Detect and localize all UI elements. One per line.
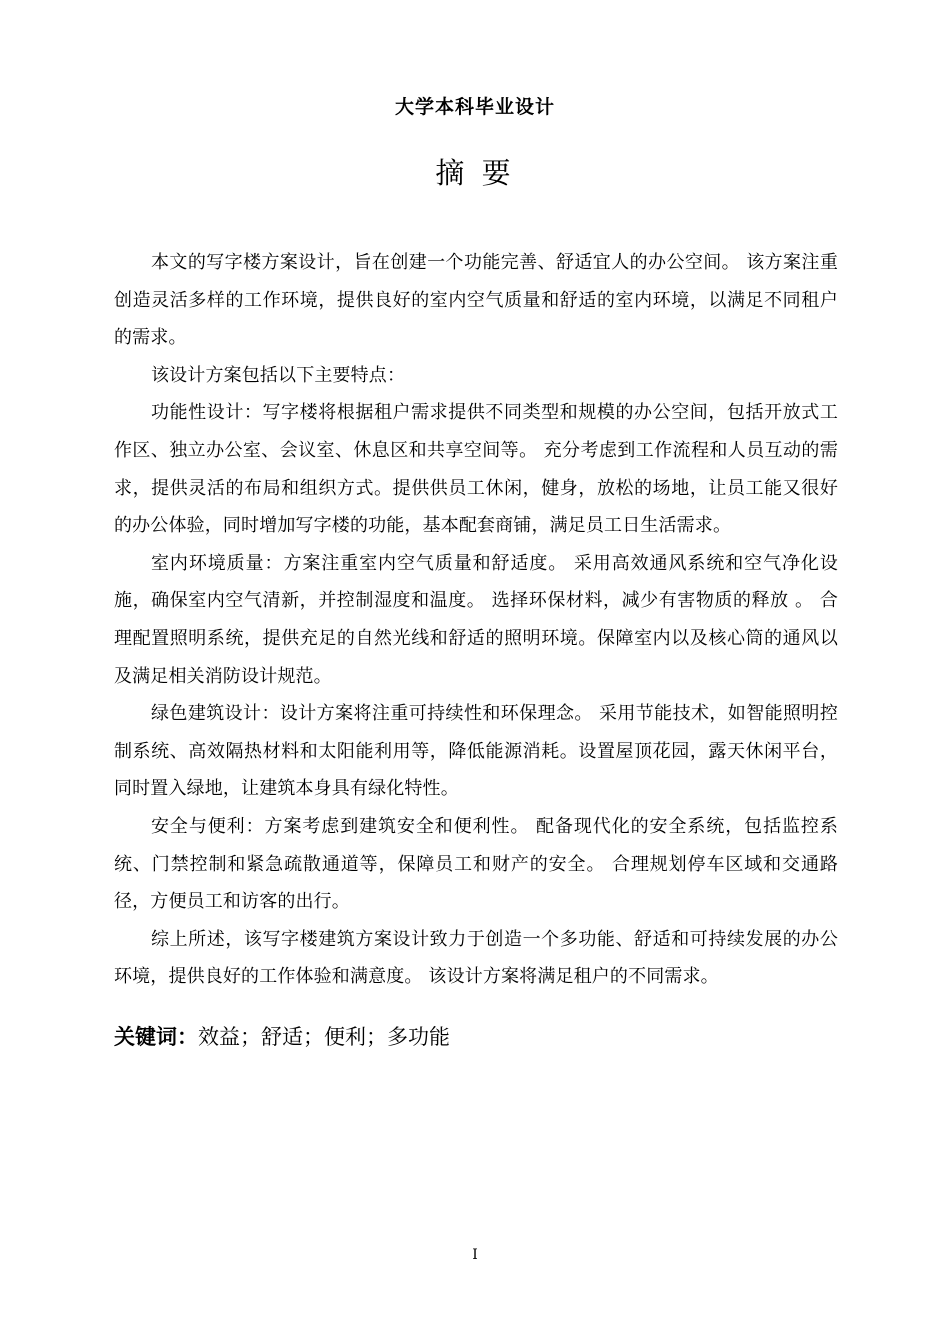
paragraph-functional-design: 功能性设计：写字楼将根据租户需求提供不同类型和规模的办公空间，包括开放式工作区、独立办公室、会议室、休息区和共享空间等。 充分考虑到工作流程和人员互动的需求，提供灵活的布局和组织方式。提供供员工休闲，健身，放松的场地，让员工能又很好的办公体验，同时增加写字楼的功能，基本配套商铺，满足员工日生活需求。 [114,402,838,537]
paragraph-safety-convenience: 安全与便利：方案考虑到建筑安全和便利性。 配备现代化的安全系统，包括监控系统、门禁控制和紧急疏散通道等，保障员工和财产的安全。 合理规划停车区域和交通路径，方便员工和访客的出行。 [114,815,838,913]
keywords-label: 关键词： [114,1024,198,1049]
paragraph-features-lead: 该设计方案包括以下主要特点： [151,364,406,386]
abstract-heading: 摘 要 [435,156,515,190]
abstract-body [114,244,838,1052]
paragraph-green-building: 绿色建筑设计：设计方案将注重可持续性和环保理念。 采用节能技术，如智能照明控制系统、高效隔热材料和太阳能利用等，降低能源消耗。设置屋顶花园，露天休闲平台，同时置入绿地，让建筑本身具有绿化特性。 [114,703,838,800]
document-header-title: 大学本科毕业设计 [394,96,555,118]
paragraph-indoor-environment: 室内环境质量：方案注重室内空气质量和舒适度。 采用高效通风系统和空气净化设施，确保室内空气清新，并控制湿度和温度。 选择环保材料，减少有害物质的释放 。 合理配置照明系统，提供充足的自然光线和舒适的照明环境。保障室内以及核心筒的通风以及满足相关消防设计规范。 [114,552,838,687]
paragraph-conclusion: 综上所述，该写字楼建筑方案设计致力于创造一个多功能、舒适和可持续发展的办公环境，提供良好的工作体验和满意度。 该设计方案将满足租户的不同需求。 [114,928,838,988]
page-number: I [472,1247,478,1263]
keywords-value: 效益；舒适；便利；多功能 [198,1024,450,1049]
keywords-line [114,1022,838,1052]
paragraph-intro: 本文的写字楼方案设计，旨在创建一个功能完善、舒适宜人的办公空间。 该方案注重创造灵活多样的工作环境，提供良好的室内空气质量和舒适的室内环境，以满足不同租户的需求。 [114,252,838,349]
